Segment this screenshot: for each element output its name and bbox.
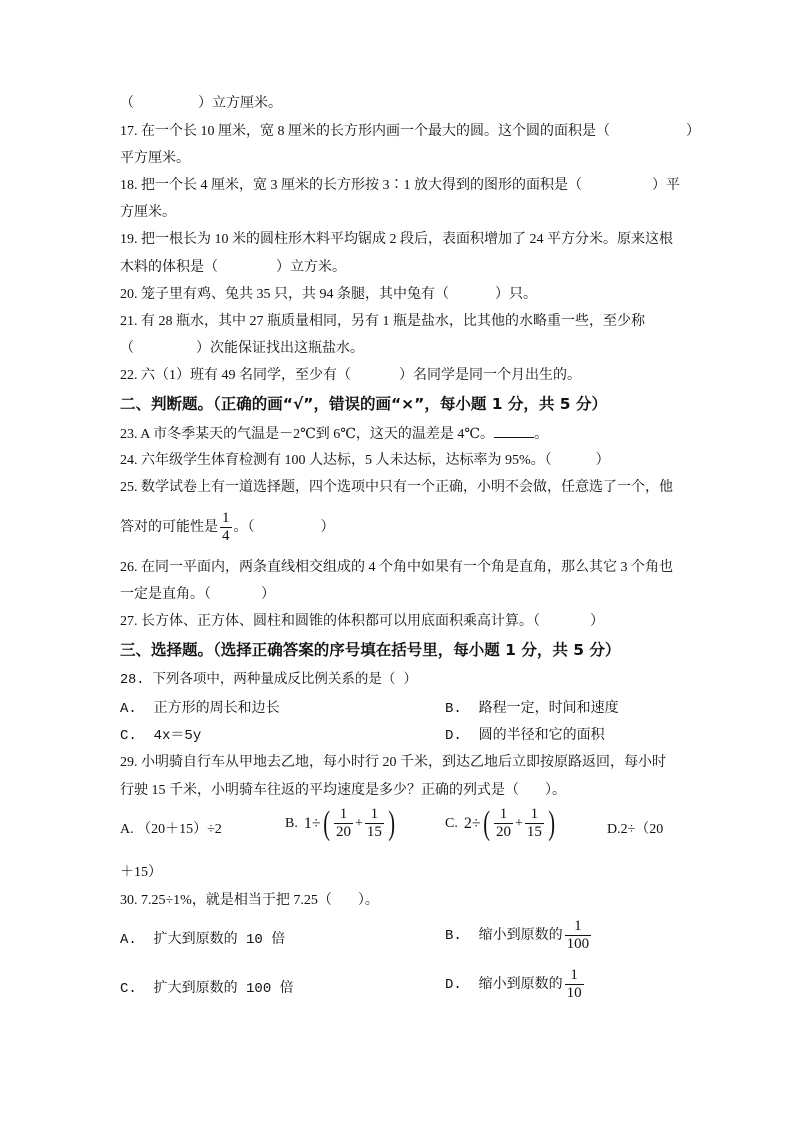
question-25-line2 [120, 510, 335, 546]
option-text: 扩大到原数的 100 倍 [153, 981, 294, 997]
fraction-1-10 [565, 967, 584, 1002]
q25-paren-open: 。（ [233, 520, 255, 535]
expr-lead: 1÷ [303, 814, 321, 832]
question-18-line1 [120, 176, 680, 196]
denominator: 10 [566, 985, 582, 1001]
q21-text: 21. 有 28 瓶水，其中 27 瓶质量相同，另有 1 瓶是盐水，比其他的水略重一些，至少称 [120, 314, 645, 329]
q29-option-a[interactable] [120, 820, 222, 840]
q17-text-cont: 平方厘米。 [120, 151, 190, 166]
option-label: D. [445, 728, 462, 744]
left-paren-icon: ( [322, 804, 330, 842]
q30-option-a[interactable] [120, 930, 285, 950]
q22-text: 22. 六（1）班有 49 名同学，至少有（ [120, 368, 351, 383]
option-expression [445, 918, 593, 953]
numerator: 1 [222, 510, 230, 527]
q29-text: 29. 小明骑自行车从甲地去乙地，每小时行 20 千米，到达乙地后立即按原路返回，每小时 [120, 755, 666, 770]
option-label: A. [120, 932, 137, 948]
fraction-1-15 [525, 806, 544, 841]
option-text-cont: ＋15） [120, 865, 162, 880]
question-28 [120, 671, 417, 691]
numerator: 1 [339, 806, 348, 822]
option-label: C. [120, 981, 137, 997]
option-text: 2÷（20 [620, 822, 664, 837]
option-label: B. [285, 815, 298, 831]
close-paren: ） [595, 453, 610, 468]
q30-option-d[interactable] [445, 967, 586, 1002]
q17-text: 17. 在一个长 10 厘米，宽 8 厘米的长方形内画一个最大的圆。这个圆的面积是（ [120, 124, 610, 139]
question-23 [120, 423, 548, 445]
question-29-line2 [120, 781, 566, 801]
option-label: D. [607, 822, 621, 837]
q25-text-cont: 答对的可能性是 [120, 520, 218, 535]
q18-text: 18. 把一个长 4 厘米，宽 3 厘米的长方形按 3∶1 放大得到的图形的面积是（ [120, 178, 582, 193]
right-paren-icon: ) [548, 804, 555, 842]
question-21-line2 [120, 339, 364, 359]
close-paren: ） [261, 587, 275, 602]
section-3-heading [120, 640, 620, 660]
question-24 [120, 451, 610, 471]
q18-text-cont: 方厘米。 [120, 205, 176, 220]
q29-option-d-wrap [120, 863, 162, 883]
question-17-line1 [120, 122, 700, 142]
question-19-line2 [120, 258, 346, 278]
q19-unit: ）立方米。 [276, 260, 346, 275]
option-label: B. [445, 701, 462, 717]
fraction-one-quarter [220, 510, 232, 545]
close-paren: ） [686, 124, 700, 139]
numerator: 1 [570, 967, 578, 983]
q28-option-a[interactable] [120, 699, 280, 719]
q16-tail [120, 94, 282, 114]
section-2-heading [120, 394, 607, 414]
section-3-title: 三、选择题。（选择正确答案的序号填在括号里，每小题 1 分，共 5 分） [120, 641, 621, 659]
fraction-1-100 [565, 918, 592, 953]
denominator: 15 [366, 824, 382, 840]
q19-text: 19. 把一根长为 10 米的圆柱形木料平均锯成 2 段后，表面积增加了 24 平方分米。原来这根 [120, 232, 673, 247]
denominator: 4 [222, 528, 230, 545]
denominator: 15 [526, 824, 542, 840]
question-29-line1 [120, 753, 666, 773]
plus-sign: + [514, 815, 523, 831]
option-text: （20＋15）÷2 [137, 822, 222, 837]
question-20 [120, 285, 537, 305]
question-27 [120, 612, 604, 632]
option-expression [285, 806, 397, 841]
numerator: 1 [370, 806, 379, 822]
denominator: 100 [566, 936, 590, 952]
option-label: B. [445, 927, 462, 944]
numerator: 1 [530, 806, 539, 822]
q30-option-c[interactable] [120, 979, 294, 999]
answer-open-paren: （ [120, 96, 134, 111]
question-25-line1 [120, 478, 673, 498]
answer-underline-blank[interactable] [494, 423, 534, 438]
option-text: 路程一定，时间和速度 [478, 701, 619, 717]
option-text: 圆的半径和它的面积 [478, 728, 605, 744]
question-26-line1 [120, 558, 673, 578]
q24-text: 24. 六年级学生体育检测有 100 人达标，5 人未达标，达标率为 95%。（ [120, 453, 552, 468]
option-text: 扩大到原数的 10 倍 [153, 932, 286, 948]
q29-text-cont: 行驶 15 千米，小明骑车往返的平均速度是多少？正确的列式是（ [120, 783, 519, 798]
right-paren-icon: ) [388, 804, 395, 842]
option-label: A. [120, 822, 134, 837]
question-21-line1 [120, 312, 645, 332]
q16-tail-text: ）立方厘米。 [198, 96, 282, 111]
option-label: C. [120, 728, 137, 744]
close-paren: ）。 [545, 783, 566, 798]
fraction-1-20 [334, 806, 353, 841]
q27-text: 27. 长方体、正方体、圆柱和圆锥的体积都可以用底面积乘高计算。（ [120, 614, 540, 629]
option-expression [445, 967, 586, 1002]
q28-option-b[interactable] [445, 699, 619, 719]
option-expression [445, 806, 557, 841]
option-text: 缩小到原数的 [478, 976, 563, 993]
q29-option-b[interactable] [285, 806, 397, 841]
q30-option-b[interactable] [445, 918, 593, 953]
option-label: C. [445, 815, 458, 831]
fraction-1-20 [494, 806, 513, 841]
expr-lead: 2÷ [463, 814, 481, 832]
open-paren: （ [120, 341, 134, 356]
numerator: 1 [499, 806, 508, 822]
q28-option-d[interactable] [445, 726, 605, 746]
question-30 [120, 891, 379, 911]
q20-unit: ）只。 [495, 287, 537, 302]
close-paren: ） [590, 614, 604, 629]
q29-option-d[interactable] [607, 820, 663, 840]
q29-option-c[interactable] [445, 806, 557, 841]
option-label: A. [120, 701, 137, 717]
question-22 [120, 366, 581, 386]
q26-text: 26. 在同一平面内，两条直线相交组成的 4 个角中如果有一个角是直角，那么其它 3 个角也 [120, 560, 673, 575]
q23-end: 。 [534, 427, 549, 442]
option-label: D. [445, 976, 462, 993]
numerator: 1 [574, 918, 582, 934]
q20-text: 20. 笼子里有鸡、兔共 35 只，共 94 条腿，其中兔有（ [120, 287, 449, 302]
question-17-line2 [120, 149, 190, 169]
section-2-title: 二、判断题。（正确的画“√”，错误的画“×”，每小题 1 分，共 5 分） [120, 395, 607, 413]
option-text: 缩小到原数的 [478, 927, 563, 944]
q30-text: 30. 7.25÷1%，就是相当于把 7.25（ [120, 893, 332, 908]
plus-sign: + [354, 815, 363, 831]
left-paren-icon: ( [482, 804, 490, 842]
denominator: 20 [495, 824, 511, 840]
q21-text-cont: ）次能保证找出这瓶盐水。 [196, 341, 364, 356]
q18-close: ）平 [652, 178, 680, 193]
close-paren: ） [320, 520, 335, 535]
q19-text-cont: 木料的体积是（ [120, 260, 218, 275]
q28-option-c[interactable] [120, 726, 201, 746]
fraction-1-15 [365, 806, 384, 841]
q22-text-cont: ）名同学是同一个月出生的。 [399, 368, 581, 383]
q28-text: 28. 下列各项中，两种量成反比例关系的是（ ） [120, 673, 418, 688]
q26-text-cont: 一定是直角。（ [120, 587, 211, 602]
q25-text: 25. 数学试卷上有一道选择题，四个选项中只有一个正确，小明不会做，任意选了一个，他 [120, 480, 673, 495]
question-18-line2 [120, 203, 176, 223]
denominator: 20 [335, 824, 351, 840]
question-19-line1 [120, 230, 673, 250]
option-text: 4x＝5y [153, 728, 202, 744]
question-26-line2 [120, 585, 275, 605]
q23-text: 23. A 市冬季某天的气温是－2℃到 6℃，这天的温差是 4℃。 [120, 427, 495, 442]
close-paren: ）。 [357, 893, 379, 908]
option-text: 正方形的周长和边长 [153, 701, 280, 717]
